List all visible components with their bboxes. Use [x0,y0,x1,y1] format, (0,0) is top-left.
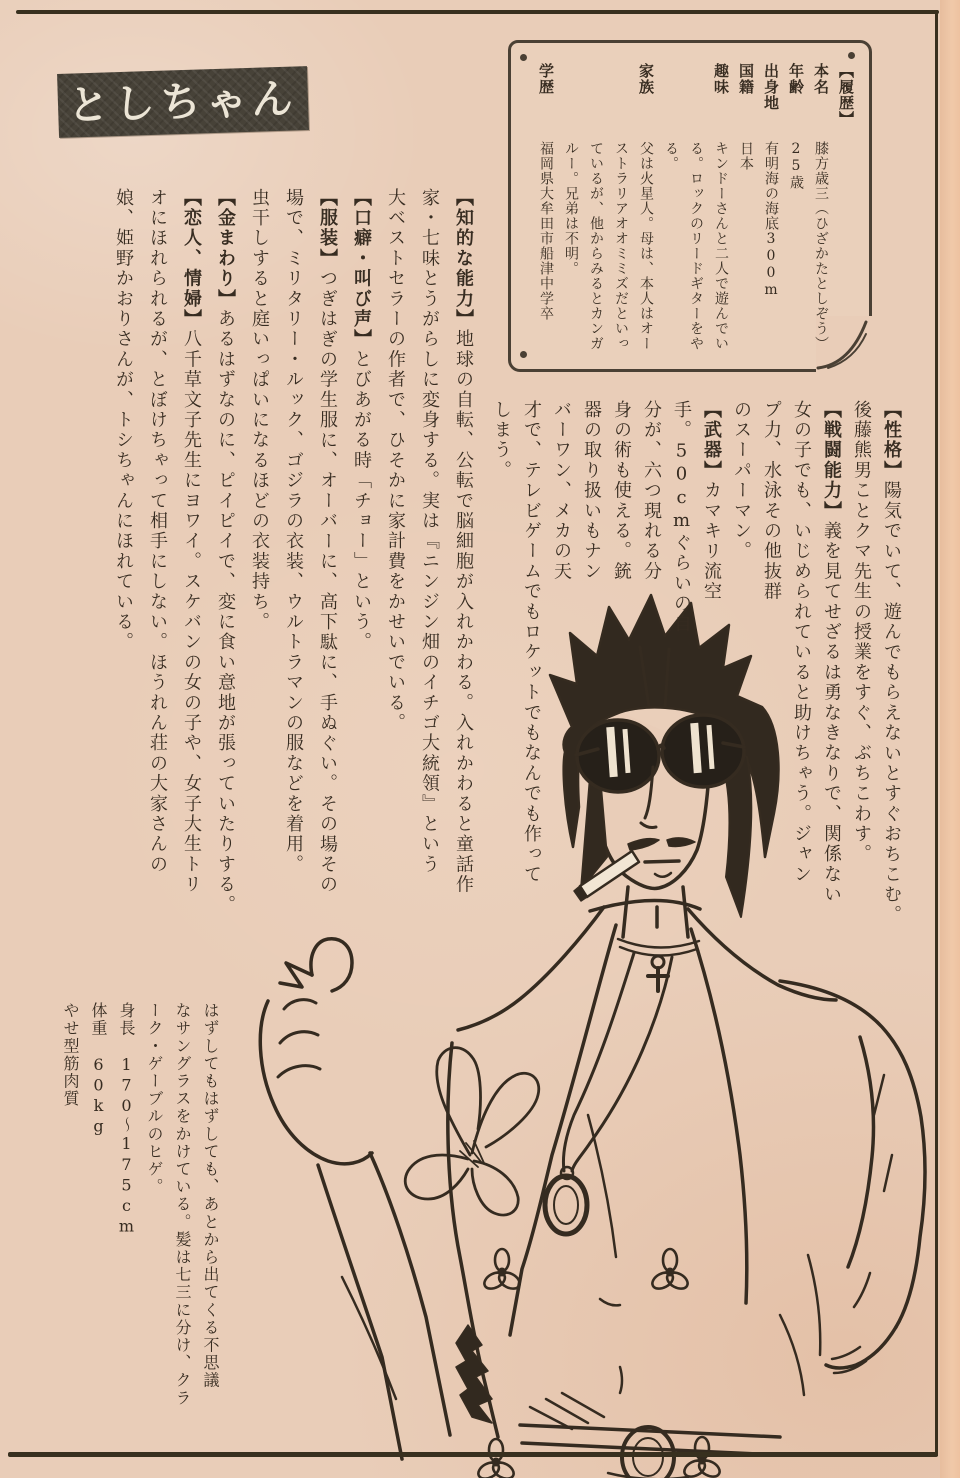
text-column: 場で、ミリタリー・ルック、ゴジラの衣装、ウルトラマンの服などを着用。 [283,188,304,875]
text-column: のスーパーマン。 [731,400,752,562]
text-column: しまう。 [491,400,512,481]
text-column: オにほれられるが、とぼけちゃって相手にしない。ほうれん荘の大家さんの [147,188,168,875]
text-column: 学歴 [537,63,555,95]
abilities-costume-text-block [98,188,472,948]
text-column: 女の子でも、いじめられていると助けちゃう。ジャン [791,400,812,885]
personality-weapons-text-block [480,400,900,948]
text-column: ストラリアオオミミズだといっ [613,141,629,351]
top-rule [16,10,939,14]
stats-text-block [50,1002,218,1416]
page-title [57,66,309,138]
profile-values [528,141,853,359]
text-column: キンドーさんと二人で遊んでい [713,141,729,351]
text-column: 虫干しすると庭いっぱいになるほどの衣装持ち。 [249,188,270,633]
text-column: 体重 60kg [89,1002,108,1138]
text-column: 膝方歳三（ひざかたとしぞう） [813,141,829,351]
text-column: 【武器】カマキリ流空 [701,400,722,603]
text-column: 日本 [738,141,754,171]
text-column: 【履歴】 [837,63,855,127]
text-column: 【金まわり】あるはずなのに、ピイピイで、変に食い意地が張っていたりする。 [215,188,236,916]
text-column: 本名 [812,63,830,95]
text-column: る。ロックのリードギターをや [688,141,704,351]
text-column: 【戦闘能力】義を見てせざるは勇なきなりで、関係ない [821,400,842,906]
text-column: る。 [663,141,679,171]
text-column: なサングラスをかけている。髪は七三に分け、クラ [173,1002,192,1407]
text-column: 【服装】つぎはぎの学生服に、オーバーに、高下駄に、手ぬぐい。その場その [317,188,338,896]
text-column: 趣味 [712,63,730,95]
text-column: ルー。兄弟は不明。 [563,141,579,276]
text-column: やせ型筋肉質 [61,1002,80,1108]
text-column [828,141,853,359]
text-column: 才で、テレビゲームでもロケットでもなんでも作って [521,400,542,885]
text-column: 父は火星人。母は、本人はオー [638,141,654,351]
text-column: 福岡県大牟田市船津中学卒 [538,141,554,321]
text-column: 大ベストセラーの作者で、ひそかに家計費をかせいでいる。 [385,188,406,734]
text-column: 【口癖・叫び声】とびあがる時「チョー」という。 [351,188,372,653]
tack-dot-icon [520,54,527,61]
right-rule [935,10,938,1456]
tack-dot-icon [520,351,527,358]
text-column: はずしてもはずしても、あとから出てくる不思議 [201,1002,220,1390]
text-column: 出身地 [762,63,780,111]
text-column: 家族 [637,63,655,95]
text-column: 手。50cmぐらいの自 [671,400,692,635]
text-column: 家・七味とうがらしに変身する。実は『ニンジン畑のイチゴ大統領』という [419,188,440,875]
text-column: 【恋人、情婦】八千草文子先生にヨワイ。スケバンの女の子や、女子大生トリ [181,188,202,896]
text-column: ーク・ゲーブルのヒゲ。 [145,1002,164,1196]
text-column: 【性格】陽気でいて、遊んでもらえないとすぐおちこむ。 [881,400,902,926]
text-column: 娘、姫野かおりさんが、トシちゃんにほれている。 [113,188,134,653]
text-column: 器の取り扱いもナン [581,400,602,582]
text-column: 後藤熊男ことクマ先生の授業をすぐ、ぶちこわす。 [851,400,872,865]
text-column: バーワン、メカの天 [551,400,572,582]
text-column: 身長 170～175cm [117,1002,136,1238]
tack-dot-icon [848,52,855,59]
text-column: 国籍 [737,63,755,95]
page-title-text: としちゃん [67,73,299,130]
text-column: 有明海の海底300m [763,141,779,299]
text-column: 25歳 [788,141,804,190]
text-column: プ力、水泳その他抜群 [761,400,782,602]
text-column: 分が、六つ現れる分 [641,400,662,582]
profile-note [508,40,872,372]
text-column: ているが、他からみるとカンガ [588,141,604,351]
bottom-rule [8,1452,938,1457]
text-column: 【知的な能力】地球の自転、公転で脳細胞が入れかわる。入れかわると童話作 [453,188,474,896]
text-column: 身の術も使える。銃 [611,400,632,582]
text-column: 年齢 [787,63,805,95]
